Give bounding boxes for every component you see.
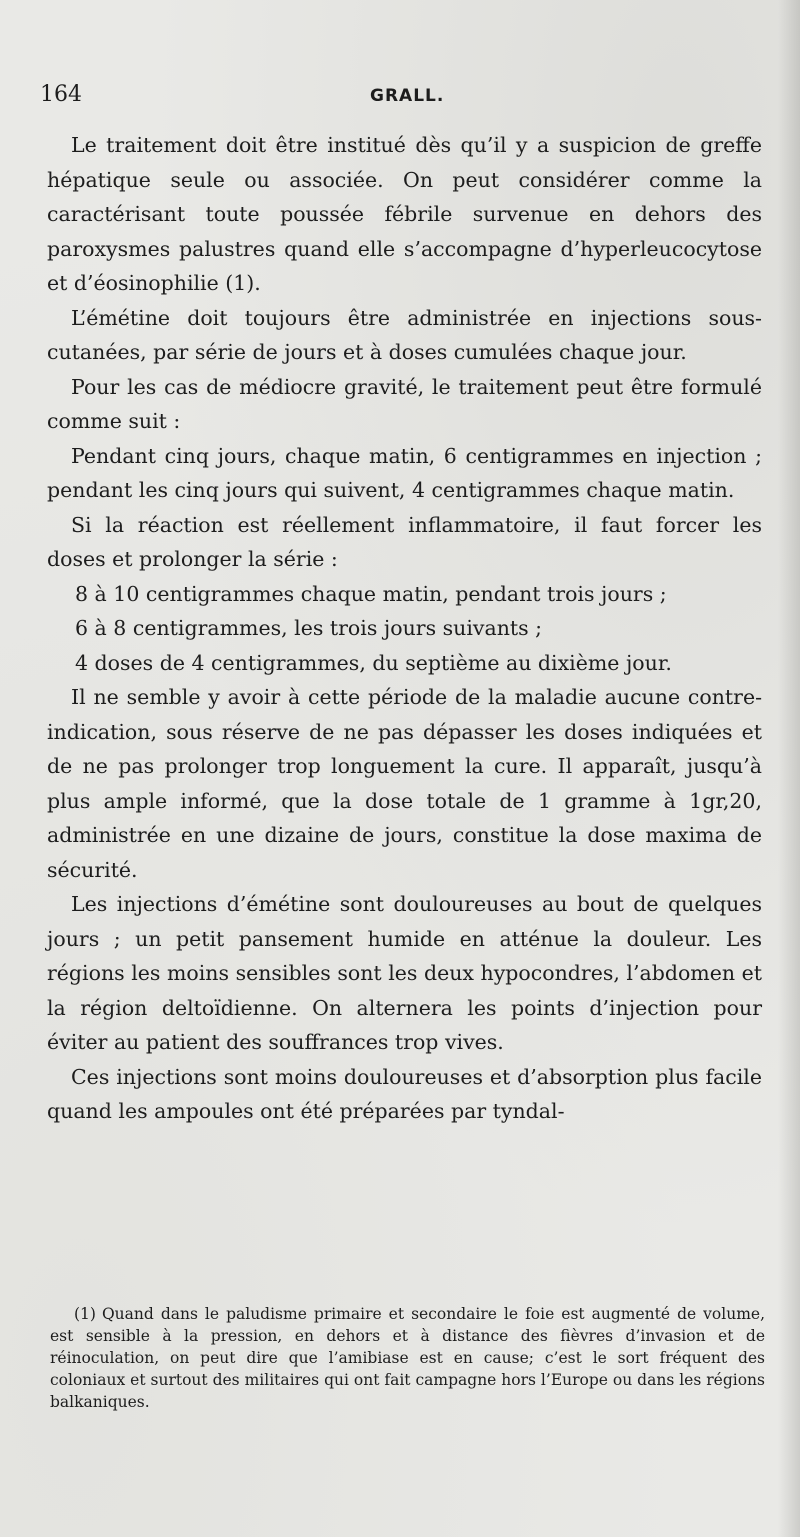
footnote-marker: (1)	[74, 1305, 96, 1323]
paragraph-five-days-schedule: Pendant cinq jours, chaque matin, 6 centigrammes en injection ; pendant les cinq jours qui suivent, 4 centigrammes chaque matin.	[47, 443, 762, 502]
paragraph-ampoules: Ces injections sont moins douloureuses et d’absorption plus facile quand les ampoules ont été préparées par tyndal-	[47, 1064, 762, 1123]
page-edge-shadow	[778, 0, 800, 1537]
paragraph-contraindication: Il ne semble y avoir à cette période de la maladie aucune contre-indication, sous réserve de ne pas dépasser les doses indiquées et de ne pas prolonger trop longuement la cure. Il apparaît, jusqu’à plus ample informé, que la dose totale de 1 gramme à 1gr,20, administrée en une dizaine de jours, constitue la dose maxima de sécurité.	[47, 685, 762, 882]
dose-line-1: 8 à 10 centigrammes chaque matin, pendant trois jours ;	[75, 581, 667, 606]
paragraph-mild-cases: Pour les cas de médiocre gravité, le traitement peut être formulé comme suit :	[47, 374, 762, 433]
footnote	[50, 1303, 765, 1413]
body-text	[47, 128, 762, 1129]
dose-line-2: 6 à 8 centigrammes, les trois jours suivants ;	[75, 616, 543, 640]
paragraph-treatment-onset: Le traitement doit être institué dès qu’il y a suspicion de greffe hépatique seule ou associée. On peut considérer comme la caractérisant toute poussée fébrile survenue en dehors des paroxysmes palustres quand elle s’accompagne d’hyperleucocytose et d’éosinophilie (1).	[47, 133, 762, 295]
paragraph-injection-pain: Les injections d’émétine sont douloureuses au bout de quelques jours ; un petit pansement humide en atténue la douleur. Les régions les moins sensibles sont les deux hypocondres, l’abdomen et la région deltoïdienne. On alternera les points d’injection pour éviter au patient des souffrances trop vives.	[47, 892, 762, 1054]
running-head: GRALL.	[370, 86, 445, 106]
page-number: 164	[40, 82, 82, 107]
paragraph-inflammatory-reaction: Si la réaction est réellement inflammatoire, il faut forcer les doses et prolonger la série :	[47, 512, 762, 571]
paragraph-emetine-administration: L’émétine doit toujours être administrée en injections sous-cutanées, par série de jours et à doses cumulées chaque jour.	[47, 305, 762, 364]
footnote-text: Quand dans le paludisme primaire et secondaire le foie est augmenté de volume, est sensible à la pression, en dehors et à distance des fièvres d’invasion et de réinoculation, on peut dire que l’amibiase est en cause; c’est le sort fréquent des coloniaux et surtout des militaires qui ont fait campagne hors l’Europe ou dans les régions balkaniques.	[50, 1305, 765, 1411]
dose-line-3: 4 doses de 4 centigrammes, du septième au dixième jour.	[75, 650, 672, 675]
page-header	[40, 82, 760, 114]
